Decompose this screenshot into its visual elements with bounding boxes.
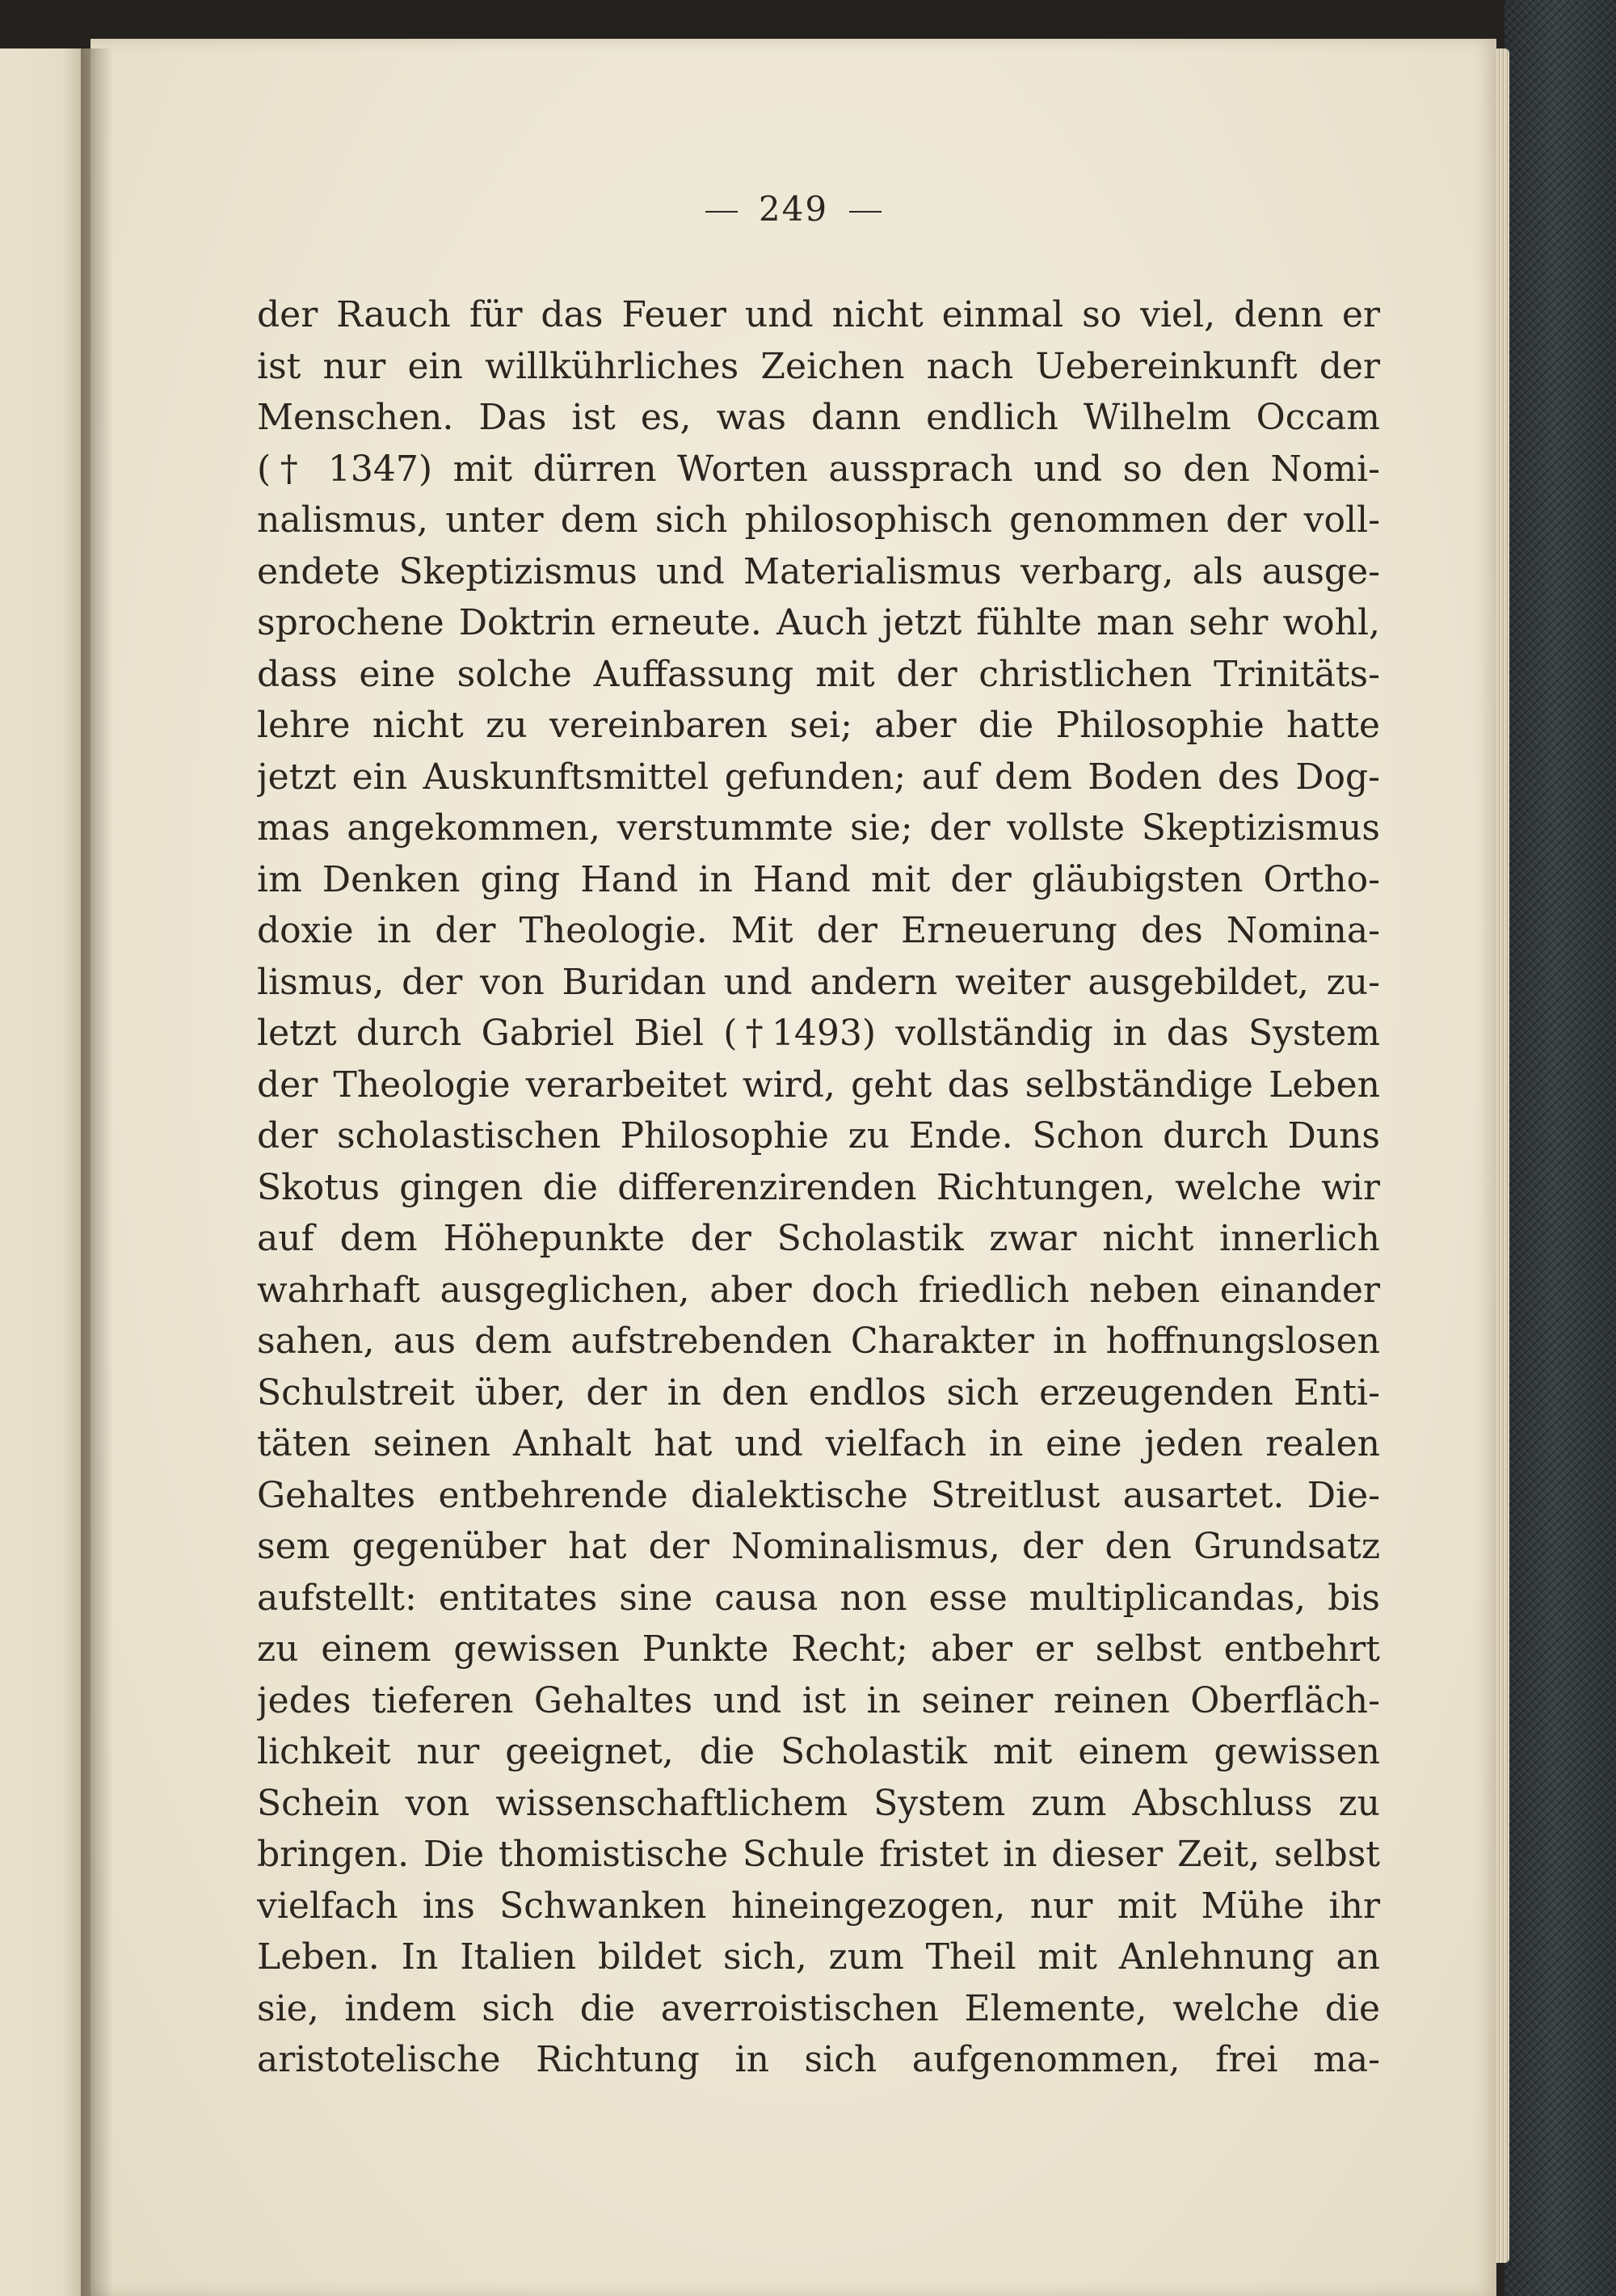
text-line: zu einem gewissen Punkte Recht; aber er selbst entbehrt — [257, 1628, 1380, 1670]
text-line: im Denken ging Hand in Hand mit der gläubigsten Ortho- — [257, 858, 1380, 900]
text-line: ist nur ein willkührliches Zeichen nach Uebereinkunft der — [257, 345, 1380, 387]
text-line: letzt durch Gabriel Biel (†1493) vollständig in das System — [257, 1013, 1380, 1054]
book-cover-edge — [1504, 0, 1616, 2296]
text-line: lichkeit nur geeignet, die Scholastik mit einem gewissen — [257, 1731, 1380, 1772]
text-line: auf dem Höhepunkte der Scholastik zwar nicht innerlich — [257, 1218, 1380, 1259]
text-line: lismus, der von Buridan und andern weiter ausgebildet, zu- — [257, 961, 1380, 1003]
body-text — [257, 289, 1380, 2086]
text-line: vielfach ins Schwanken hineingezogen, nur mit Mühe ihr — [257, 1885, 1380, 1927]
text-line: der Rauch für das Feuer und nicht einmal so viel, denn er — [257, 294, 1380, 335]
text-line: sem gegenüber hat der Nominalismus, der den Grundsatz — [257, 1526, 1380, 1567]
page-number-header — [90, 189, 1496, 229]
text-line: sprochene Doktrin erneute. Auch jetzt fühlte man sehr wohl, — [257, 602, 1380, 643]
text-line: Skotus gingen die differenzirenden Richtungen, welche wir — [257, 1166, 1380, 1208]
text-line: jedes tieferen Gehaltes und ist in seiner reinen Oberfläch- — [257, 1679, 1380, 1721]
text-line: der Theologie verarbeitet wird, geht das selbständige Leben — [257, 1064, 1380, 1106]
text-line: aristotelische Richtung in sich aufgenommen, frei ma- — [257, 2039, 1380, 2080]
text-line: nalismus, unter dem sich philosophisch genommen der voll- — [257, 499, 1380, 541]
text-line: sahen, aus dem aufstrebenden Charakter in hoffnungslosen — [257, 1321, 1380, 1362]
text-line: aufstellt: entitates sine causa non esse multiplicandas, bis — [257, 1577, 1380, 1619]
book-page — [90, 39, 1496, 2296]
text-line: bringen. Die thomistische Schule fristet in dieser Zeit, selbst — [257, 1834, 1380, 1875]
text-line: wahrhaft ausgeglichen, aber doch friedlich neben einander — [257, 1269, 1380, 1311]
page-number: 249 — [758, 189, 829, 229]
text-line: täten seinen Anhalt hat und vielfach in eine jeden realen — [257, 1423, 1380, 1464]
text-line: Schulstreit über, der in den endlos sich erzeugenden Enti- — [257, 1371, 1380, 1413]
dash-right — [849, 211, 882, 213]
text-line: der scholastischen Philosophie zu Ende. Schon durch Duns — [257, 1115, 1380, 1156]
text-line: Leben. In Italien bildet sich, zum Theil mit Anlehnung an — [257, 1936, 1380, 1978]
text-line: Gehaltes entbehrende dialektische Streitlust ausartet. Die- — [257, 1474, 1380, 1516]
text-line: dass eine solche Auffassung mit der christlichen Trinitäts- — [257, 653, 1380, 695]
dash-left — [705, 211, 738, 213]
text-line: († 1347) mit dürren Worten aussprach und so den Nomi- — [257, 448, 1380, 490]
text-line: jetzt ein Auskunftsmittel gefunden; auf dem Boden des Dog- — [257, 756, 1380, 798]
text-line: endete Skeptizismus und Materialismus verbarg, als ausge- — [257, 550, 1380, 592]
left-facing-page — [0, 48, 90, 2296]
text-line: Menschen. Das ist es, was dann endlich Wilhelm Occam — [257, 397, 1380, 438]
gutter-shadow — [81, 48, 113, 2296]
text-line: Schein von wissenschaftlichem System zum Abschluss zu — [257, 1782, 1380, 1824]
text-line: sie, indem sich die averroistischen Elemente, welche die — [257, 1987, 1380, 2029]
text-line: mas angekommen, verstummte sie; der vollste Skeptizismus — [257, 807, 1380, 849]
text-line: lehre nicht zu vereinbaren sei; aber die Philosophie hatte — [257, 705, 1380, 746]
text-line: doxie in der Theologie. Mit der Erneuerung des Nomina- — [257, 910, 1380, 951]
